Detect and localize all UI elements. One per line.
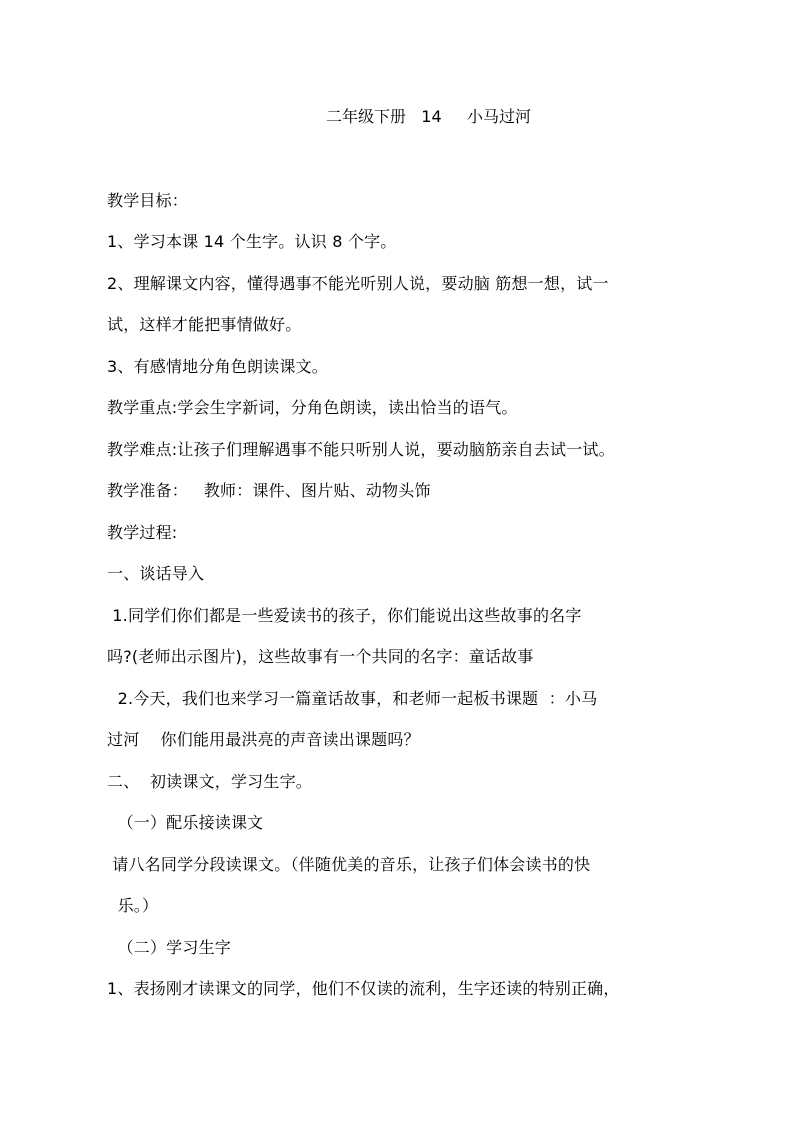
text-line: 1、表扬刚才读课文的同学，他们不仅读的流利，生字还读的特别正确， — [107, 979, 620, 998]
text-line: （一）配乐接读课文 — [107, 813, 264, 832]
text-line: 1、学习本课 14 个生字。认识 8 个字。 — [107, 232, 397, 251]
text-line: 教学重点:学会生字新词，分角色朗读，读出恰当的语气。 — [107, 398, 518, 417]
text-line: 二、 初读课文，学习生字。 — [107, 772, 312, 791]
document-title: 二年级下册 14 小马过河 — [326, 107, 532, 126]
text-line: 教学过程: — [107, 523, 178, 542]
text-line: 教学目标： — [107, 191, 189, 210]
text-line: 乐。） — [107, 896, 159, 915]
text-line: 试，这样才能把事情做好。 — [107, 315, 302, 334]
text-line: （二）学习生字 — [107, 938, 231, 957]
text-line: 教学难点:让孩子们理解遇事不能只听别人说，要动脑筋亲自去试一试。 — [107, 440, 615, 459]
text-line: 吗?(老师出示图片)，这些故事有一个共同的名字：童话故事 — [107, 647, 534, 666]
text-line: 教学准备： 教师：课件、图片贴、动物头饰 — [107, 481, 431, 500]
text-line: 2.今天，我们也来学习一篇童话故事，和老师一起板书课题 ：小马 — [107, 689, 598, 708]
text-line: 一、谈话导入 — [107, 564, 205, 583]
text-line: 3、有感情地分角色朗读课文。 — [107, 357, 328, 376]
text-line: 1.同学们你们都是一些爱读书的孩子，你们能说出这些故事的名字 — [107, 606, 582, 625]
text-line: 2、理解课文内容，懂得遇事不能光听别人说，要动脑 筋想一想，试一 — [107, 274, 609, 293]
text-line: 过河 你们能用最洪亮的声音读出课题吗？ — [107, 730, 420, 749]
text-line: 请八名同学分段读课文。（伴随优美的音乐，让孩子们体会读书的快 — [107, 855, 591, 874]
